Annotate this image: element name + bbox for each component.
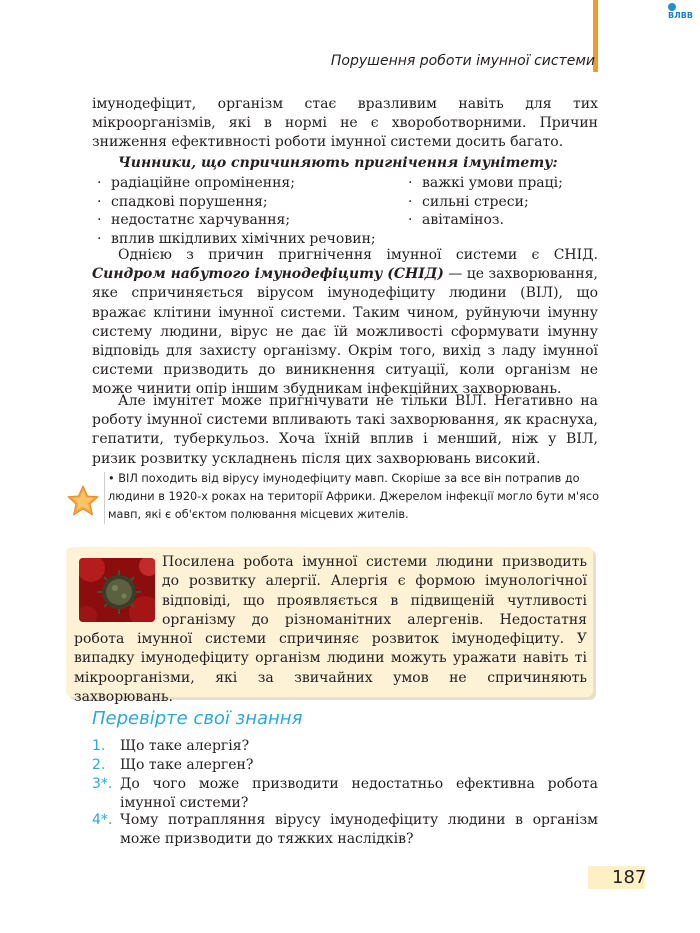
question-number: 3*. [92,776,113,792]
factors-heading-block [92,154,598,173]
summary-text: Посилена робота імунної системи людини призводить до розвитку алергії. Алергія є формою імунологічної відповіді, що проявляється в підвищеній чутливості організму до різноманітних алергенів. Недостатня робота імунної системи спричиняє розвиток імунодефіциту. У випадку імунодефіциту організм людини можуть уражати навіть ті мікроорганізми, які за звичайних умов не спричиняють захворювань. [74,554,587,706]
question-text: До чого може призводити недостатньо ефективна робота імунної системи? [120,776,598,812]
logo-circle-icon [668,3,676,11]
intro-text: імунодефіцит, організм стає вразливим навіть для тих мікроорганізмів, які в нормі не є хвороботворними. Причин зниження ефективності роботи імунної системи досить багато. [92,96,598,151]
question-item [92,737,598,756]
aids-rest: — це захворювання, яке спричиняється вірусом імунодефіциту людини (ВІЛ), що вражає клітини імунної системи. Таким чином, руйнуючи імунну систему людини, вірус не дає їй можливості сформувати імунну відповідь для захисту організму. Окрім того, вихід з ладу імунної системи призводить до виникнення ситуації, коли організм не може чинити опір іншим збудникам інфекційних захворювань. [92,266,598,398]
brand-name: ВЛВВ [668,11,693,20]
intro-paragraph [92,95,598,153]
star-icon [66,484,100,518]
question-item [92,756,598,775]
page-number: 187 [612,867,647,888]
question-item [92,775,598,813]
question-number: 4*. [92,812,113,828]
factors-list-left [97,174,376,248]
aids-lead: Однією з причин пригнічення імунної системи є СНІД. [118,247,598,263]
question-text: Чому потрапляння вірусу імунодефіциту людини в організм може призводити до тяжких наслідків? [120,812,598,848]
aids-paragraph [92,246,598,400]
other-diseases-paragraph [92,392,598,469]
question-text: Що таке алерген? [120,757,254,773]
question-number: 1. [92,738,106,754]
aids-term: Синдром набутого імунодефіциту (СНІД) [92,266,444,283]
question-number: 2. [92,757,106,773]
fact-note: • ВІЛ походить від вірусу імунодефіциту мавп. Скоріше за все він потрапив до людини в 1920-х роках на території Африки. Джерелом інфекції могло бути м'ясо мавп, які є об'єктом полювання місцевих жителів. [108,472,600,521]
factors-heading: Чинники, що спричиняють пригнічення імунітету: [118,155,558,171]
list-item: · радіаційне опромінення; [97,175,295,191]
summary-text-block [74,553,587,707]
list-item: · вплив шкідливих хімічних речовин; [97,230,376,247]
other-text: Але імунітет може пригнічувати не тільки ВІЛ. Негативно на роботу імунної системи впливають такі захворювання, як краснуха, гепатити, туберкульоз. Хоча їхній вплив і менший, ніж у ВІЛ, ризик розвитку ускладнень після цих захворювань високий. [92,393,598,467]
list-item: · недостатнє харчування; [97,212,291,229]
list-item: · важкі умови праці; [408,175,563,191]
running-header: Порушення роботи імунної системи [330,53,595,69]
check-knowledge-title: Перевірте свої знання [92,708,303,729]
list-item: · авітаміноз. [408,212,505,229]
publisher-logo [668,2,698,20]
list-item: · спадкові порушення; [97,193,268,210]
fact-divider [104,472,105,524]
question-text: Що таке алергія? [120,738,250,754]
factors-list-right [408,174,563,230]
list-item: · сильні стреси; [408,193,529,210]
question-item [92,811,598,849]
